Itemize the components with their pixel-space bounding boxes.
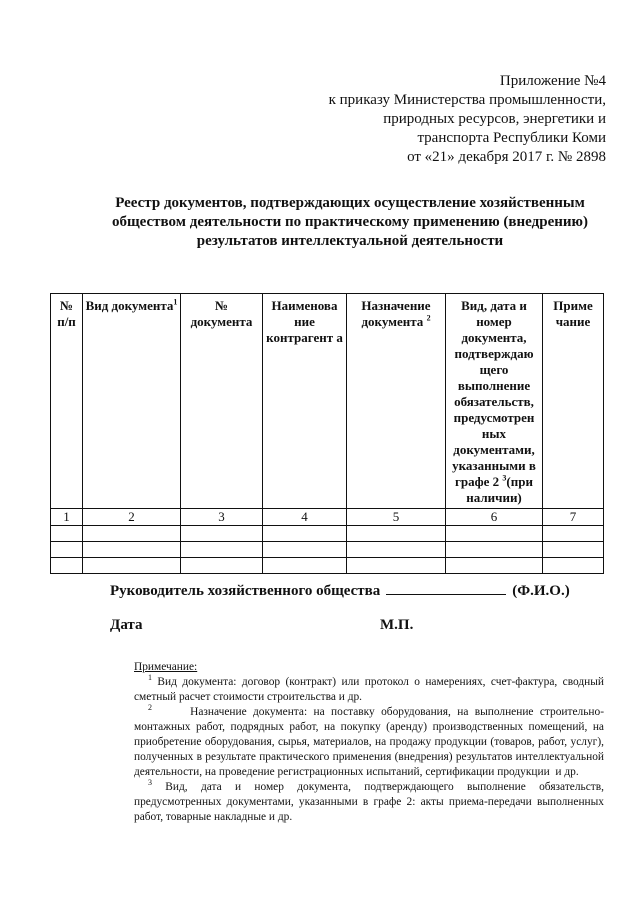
- note-1-text: Вид документа: договор (контракт) или протокол о намерениях, счет-фактура, сводный сметный расчет стоимости строительства и др.: [134, 676, 604, 703]
- table-column-numbers-row: [51, 509, 604, 526]
- table-cell: [181, 558, 263, 574]
- note-2: [134, 703, 607, 780]
- table-cell: [83, 542, 181, 558]
- stamp-label: М.П.: [380, 617, 414, 633]
- signature-fio: (Ф.И.О.): [512, 583, 570, 599]
- table-cell: [263, 526, 347, 542]
- table-row: [51, 558, 604, 574]
- header-confirmation-label: Вид, дата и номер документа, подтверждаю щего выполнение обязательств, предусмотрен ных документами, указанными в графе 2: [452, 298, 536, 489]
- table-cell: [83, 526, 181, 542]
- column-number: 3: [181, 509, 263, 526]
- appendix-ministry-line: природных ресурсов, энергетики и: [383, 111, 606, 127]
- header-document-number: № документа: [181, 294, 263, 509]
- column-number: 1: [51, 509, 83, 526]
- table-row: [51, 542, 604, 558]
- note-3: [134, 780, 604, 825]
- signature-line: [110, 581, 610, 601]
- header-confirmation-suffix: (при наличии): [466, 474, 533, 505]
- registry-table: [50, 293, 604, 574]
- table-cell: [83, 558, 181, 574]
- appendix-header: [276, 72, 606, 167]
- column-number: 6: [446, 509, 543, 526]
- appendix-date-line: от «21» декабря 2017 г. № 2898: [407, 149, 606, 165]
- note-2-mark: 2: [148, 703, 152, 713]
- table-cell: [347, 542, 446, 558]
- appendix-order-line: к приказу Министерства промышленности,: [328, 92, 606, 108]
- header-document-purpose: [347, 294, 446, 509]
- table-cell: [446, 526, 543, 542]
- table-cell: [51, 542, 83, 558]
- signature-blank: [386, 581, 506, 595]
- table-cell: [181, 542, 263, 558]
- document-title: [80, 194, 620, 251]
- title-line-3: результатов интеллектуальной деятельности: [196, 233, 504, 249]
- column-number: 2: [83, 509, 181, 526]
- table-cell: [347, 558, 446, 574]
- table-cell: [446, 558, 543, 574]
- table-header-row: [51, 294, 604, 509]
- header-row-number: № п/п: [51, 294, 83, 509]
- header-confirmation-document: [446, 294, 543, 509]
- column-number: 7: [543, 509, 604, 526]
- table-cell: [51, 526, 83, 542]
- footnote-ref-3: 3: [502, 473, 507, 483]
- note-1: [134, 675, 604, 705]
- title-line-2: обществом деятельности по практическому применению (внедрению): [112, 214, 588, 230]
- header-document-type-label: Вид документа: [85, 298, 174, 313]
- header-document-type: [83, 294, 181, 509]
- appendix-number: Приложение №4: [499, 73, 606, 89]
- appendix-region-line: транспорта Республики Коми: [417, 130, 606, 146]
- header-document-purpose-label: Назначение документа: [361, 298, 431, 329]
- signature-label: Руководитель хозяйственного общества: [110, 583, 381, 599]
- table-row: [51, 526, 604, 542]
- table-cell: [181, 526, 263, 542]
- column-number: 5: [347, 509, 446, 526]
- table-cell: [543, 558, 604, 574]
- note-2-text: Назначение документа: на поставку оборудования, на выполнение строительно-монтажных работ, подрядных работ, на покупку (аренду) производственных помещений, на приобретение оборудования, сырья, материалов, на продажу продукции (товаров, работ, услуг), полученных в результате практического применения (внедрения) результатов интеллектуальной деятельности, на проведение регистрационных испытаний, сертификации продукции и др.: [134, 706, 607, 778]
- table-cell: [263, 542, 347, 558]
- column-number: 4: [263, 509, 347, 526]
- note-3-mark: 3: [148, 778, 152, 788]
- table-cell: [263, 558, 347, 574]
- header-note: Приме чание: [543, 294, 604, 509]
- title-line-1: Реестр документов, подтверждающих осуществление хозяйственным: [115, 195, 585, 211]
- table-cell: [543, 526, 604, 542]
- table-cell: [543, 542, 604, 558]
- note-3-text: Вид, дата и номер документа, подтверждающего выполнение обязательств, предусмотренных документами, указанными в графе 2: акты приема-передачи выполненных работ, товарные накладные и др.: [134, 781, 604, 823]
- notes-section: [134, 660, 607, 825]
- footnote-ref-1: 1: [173, 297, 178, 307]
- note-1-mark: 1: [148, 673, 152, 683]
- header-counterparty: Наименова ние контрагент а: [263, 294, 347, 509]
- table-cell: [51, 558, 83, 574]
- notes-heading: Примечание:: [134, 661, 198, 673]
- table-cell: [446, 542, 543, 558]
- date-label: Дата: [110, 617, 143, 633]
- footnote-ref-2: 2: [426, 313, 431, 323]
- table-cell: [347, 526, 446, 542]
